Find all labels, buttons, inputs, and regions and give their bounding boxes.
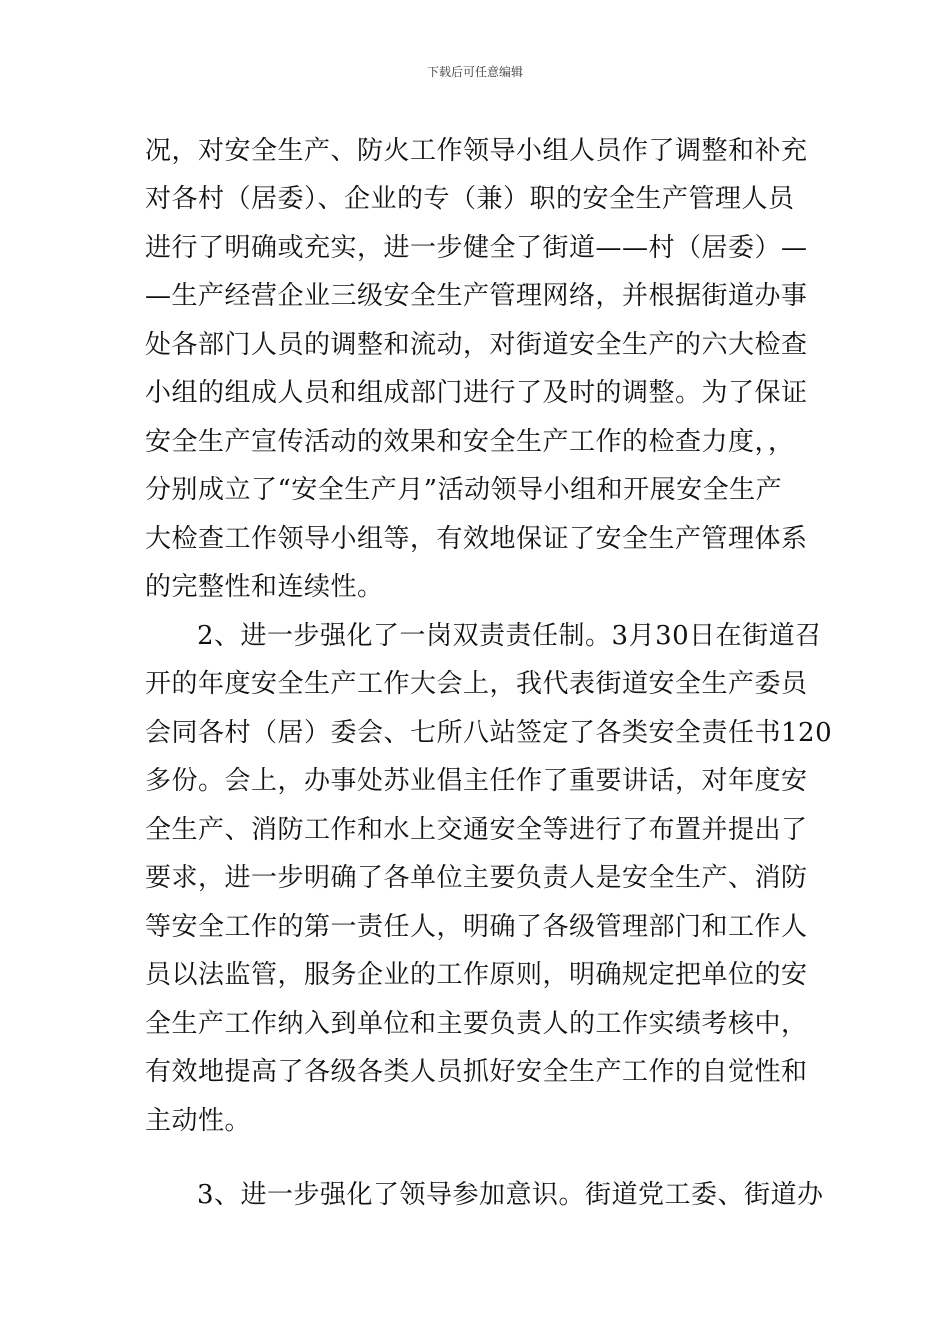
text-line: 全生产、消防工作和水上交通安全等进行了布置并提出了: [145, 815, 808, 845]
text-line: 进行了明确或充实，进一步健全了街道——村（居委）—: [145, 233, 808, 263]
text-line: 处各部门人员的调整和流动，对街道安全生产的六大检查: [145, 330, 808, 360]
text-line: 况，对安全生产、防火工作领导小组人员作了调整和补充: [145, 136, 808, 166]
text-line: 要求，进一步明确了各单位主要负责人是安全生产、消防: [145, 863, 808, 893]
text-line: 对各村（居委）、企业的专（兼）职的安全生产管理人员: [145, 184, 795, 214]
text-line: 开的年度安全生产工作大会上，我代表街道安全生产委员: [145, 669, 808, 699]
text-line: 大检查工作领导小组等，有效地保证了安全生产管理体系: [145, 524, 808, 554]
text-line: 等安全工作的第一责任人，明确了各级管理部门和工作人: [145, 912, 808, 942]
text-line: 员以法监管，服务企业的工作原则，明确规定把单位的安: [145, 960, 808, 990]
page-header: 下载后可任意编辑: [426, 65, 523, 79]
text-line: 分别成立了“安全生产月”活动领导小组和开展安全生产: [145, 475, 783, 505]
text-line: —生产经营企业三级安全生产管理网络，并根据街道办事: [145, 281, 808, 311]
text-line: 的完整性和连续性。: [145, 572, 384, 602]
paragraph-start-line: 2、进一步强化了一岗双责责任制。3月30日在街道召: [197, 621, 822, 651]
text-line: 小组的组成人员和组成部门进行了及时的调整。为了保证: [145, 378, 808, 408]
text-line: 安全生产宣传活动的效果和安全生产工作的检查力度，，: [145, 427, 795, 457]
paragraph-start-line: 3、进一步强化了领导参加意识。街道党工委、街道办: [197, 1180, 824, 1210]
text-line: 多份。会上，办事处苏业倡主任作了重要讲话，对年度安: [145, 766, 808, 796]
text-line: 有效地提高了各级各类人员抓好安全生产工作的自觉性和: [145, 1057, 808, 1087]
text-line: 全生产工作纳入到单位和主要负责人的工作实绩考核中，: [145, 1009, 808, 1039]
text-line: 会同各村（居）委会、七所八站签定了各类安全责任书120: [145, 718, 833, 748]
text-line: 主动性。: [145, 1106, 252, 1136]
